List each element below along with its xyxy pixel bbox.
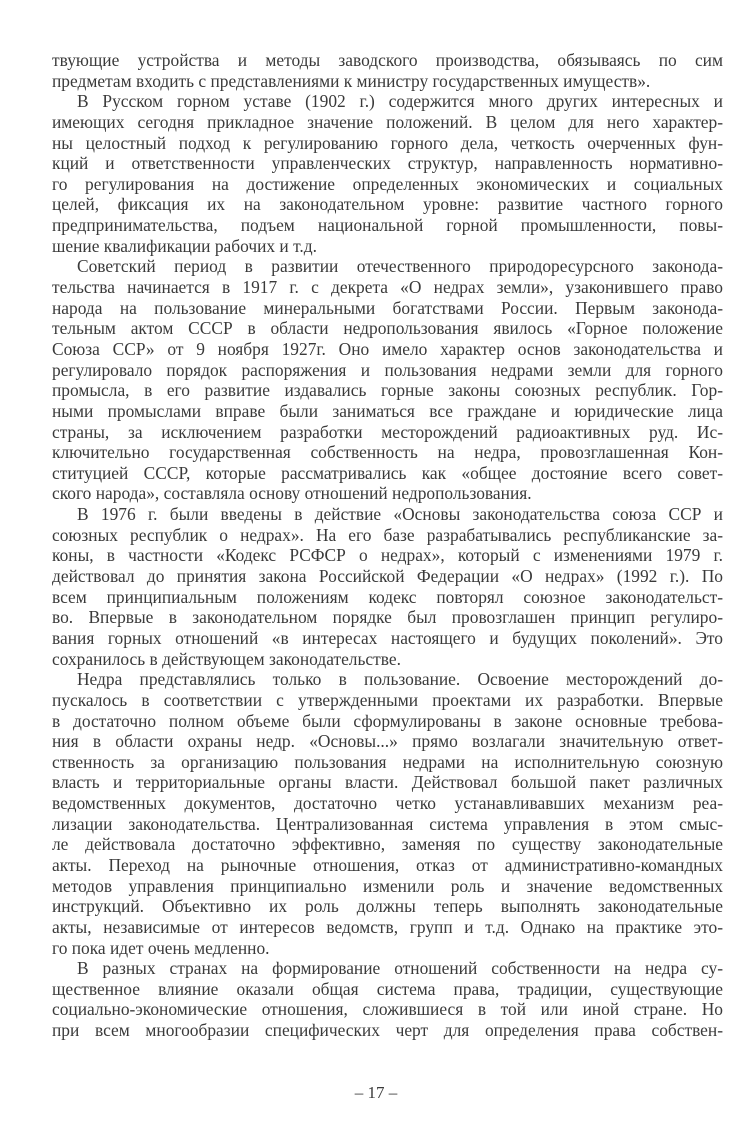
text-line: во. Впервые в законодательном порядке был провозглашен принцип регулиро- — [52, 607, 723, 628]
page-number: – 17 – — [354, 1083, 398, 1102]
text-line: при всем многообразии специфических черт для определения права собствен- — [52, 1020, 723, 1041]
paragraph — [52, 50, 723, 91]
text-line: В разных странах на формирование отношений собственности на недра су- — [77, 958, 723, 979]
text-line: Советский период в развитии отечественного природоресурсного законода- — [77, 256, 723, 277]
text-line: союзных республик о недрах». На его базе разрабатывались республиканские за- — [52, 524, 723, 545]
text-line: народа на пользование минеральными богатствами России. Первым законода- — [52, 297, 723, 318]
text-line: вания горных отношений «в интересах настоящего и будущих поколений». Это — [52, 627, 723, 648]
text-line: имеющих сегодня прикладное значение положений. В целом для него характер- — [52, 111, 723, 132]
text-line: коны, в частности «Кодекс РСФСР о недрах», который с изменениями 1979 г. — [52, 545, 723, 566]
text-line: твующие устройства и методы заводского производства, обязываясь по сим — [52, 50, 723, 70]
text-line: тельства начинается в 1917 г. с декрета «О недрах земли», узаконившего право — [52, 277, 723, 298]
text-line: Недра представлялись только в пользование. Освоение месторождений до- — [77, 669, 723, 690]
text-line: щественное влияние оказали общая система права, традиции, существующие — [52, 978, 723, 999]
paragraph — [52, 504, 723, 669]
text-line: ключительно государственная собственность на недра, провозглашенная Кон- — [52, 442, 723, 463]
text-line: предметам входить с представлениями к министру государственных имуществ». — [52, 70, 651, 91]
text-line: лизации законодательства. Централизованная система управления в этом смыс- — [52, 813, 723, 834]
text-line: социально-экономические отношения, сложившиеся в той или иной стране. Но — [52, 999, 723, 1020]
text-line: В Русском горном уставе (1902 г.) содержится много других интересных и — [77, 91, 723, 112]
text-line: предпринимательства, подъем национальной горной промышленности, повы- — [52, 215, 723, 236]
text-line: ными промыслами вправе были заниматься все граждане и юридические лица — [52, 400, 723, 421]
text-line: всем принципиальным положениям кодекс повторял союзное законодательст- — [52, 586, 723, 607]
text-line: ведомственных документов, достаточно четко устанавливавших механизм реа- — [52, 793, 723, 814]
text-line: кций и ответственности управленческих структур, направленность нормативно- — [52, 153, 723, 174]
text-line: в достаточно полном объеме были сформулированы в законе основные требова- — [52, 710, 723, 731]
paragraph — [52, 256, 723, 504]
text-line: го пока идет очень медленно. — [52, 937, 270, 958]
text-line: го регулирования на достижение определенных экономических и социальных — [52, 173, 723, 194]
text-line: действовал до принятия закона Российской Федерации «О недрах» (1992 г.). По — [52, 566, 723, 587]
text-line: Союза ССР» от 9 ноября 1927г. Оно имело характер основ законодательства и — [52, 338, 723, 359]
paragraph — [52, 91, 723, 256]
text-line: ны целостный подход к регулированию горного дела, четкость очерченных фун- — [52, 132, 723, 153]
text-line: инструкций. Объективно их роль должны теперь выполнять законодательные — [52, 896, 723, 917]
text-line: ституцией СССР, которые рассматривались как «общее достояние всего совет- — [52, 462, 723, 483]
page-body — [52, 50, 723, 1041]
paragraph — [52, 958, 723, 1041]
text-line: ственность за организацию пользования недрами на исполнительную союзную — [52, 751, 723, 772]
text-line: В 1976 г. были введены в действие «Основы законодательства союза ССР и — [77, 504, 723, 525]
text-line: акты, независимые от интересов ведомств, групп и т.д. Однако на практике это- — [52, 916, 723, 937]
text-line: страны, за исключением разработки месторождений радиоактивных руд. Ис- — [52, 421, 723, 442]
text-line: целей, фиксация их на законодательном уровне: развитие частного горного — [52, 194, 723, 215]
text-line: ле действовала достаточно эффективно, заменяя по существу законодательные — [52, 834, 723, 855]
text-line: акты. Переход на рыночные отношения, отказ от административно-командных — [52, 854, 723, 875]
text-line: промысла, в его развитие издавались горные законы союзных республик. Гор- — [52, 380, 723, 401]
text-line: методов управления принципиально изменили роль и значение ведомственных — [52, 875, 723, 896]
text-line: тельным актом СССР в области недропользования явилось «Горное положение — [52, 318, 723, 339]
text-line: ния в области охраны недр. «Основы...» прямо возлагали значительную ответ- — [52, 731, 723, 752]
text-line: власть и территориальные органы власти. Действовал большой пакет различных — [52, 772, 723, 793]
text-line: ского народа», составляла основу отношений недропользования. — [52, 483, 532, 504]
text-line: шение квалификации рабочих и т.д. — [52, 235, 317, 256]
text-line: пускалось в соответствии с утвержденными проектами их разработки. Впервые — [52, 689, 723, 710]
text-line: сохранилось в действующем законодательстве. — [52, 648, 401, 669]
paragraph — [52, 669, 723, 958]
text-line: регулировало порядок распоряжения и пользования недрами земли для горного — [52, 359, 723, 380]
